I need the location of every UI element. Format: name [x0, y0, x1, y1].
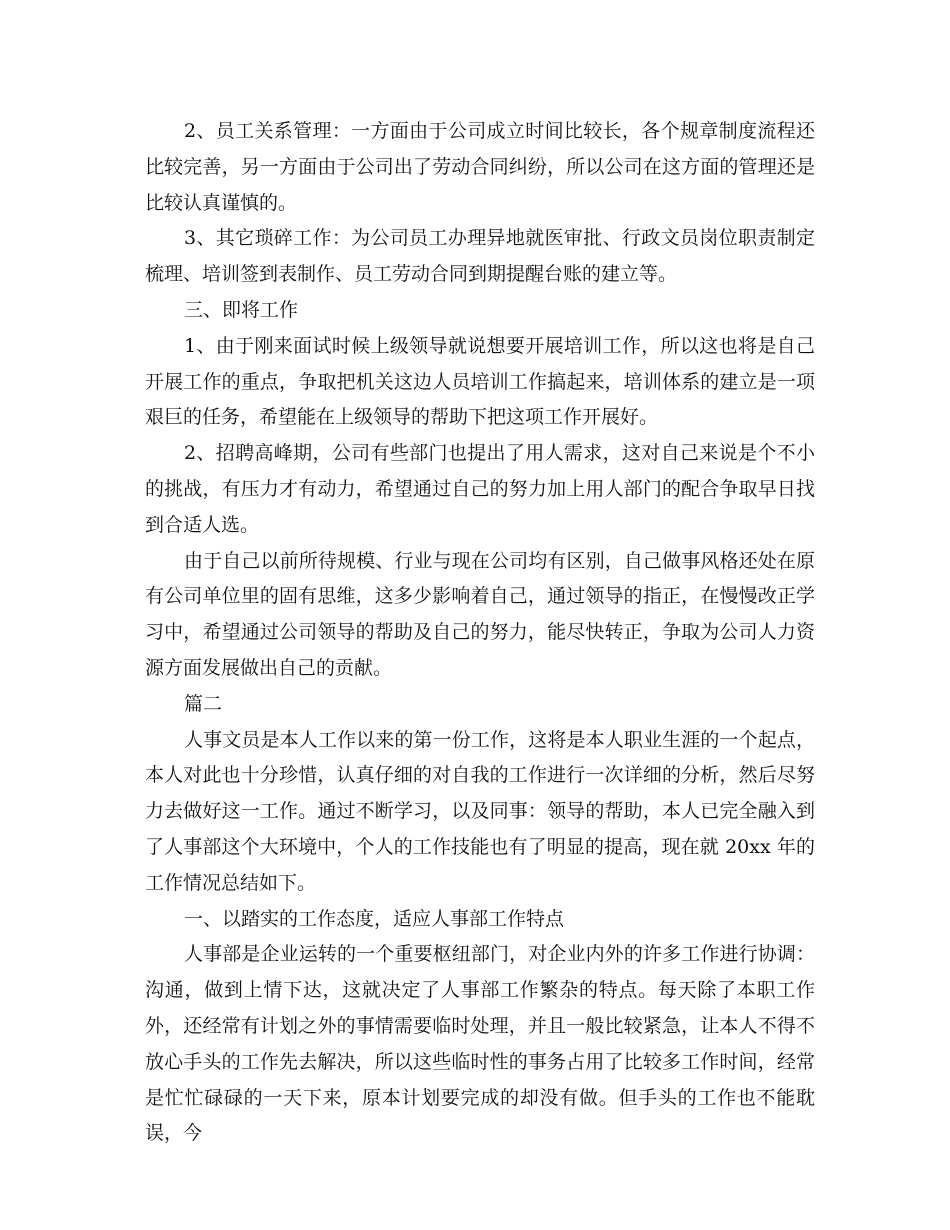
section-heading-part-two: 篇二 [184, 692, 223, 715]
document-body [145, 114, 815, 1152]
paragraph-other-tasks: 3、其它琐碎工作：为公司员工办理异地就医审批、行政文员岗位职责制定梳理、培训签到表制作、员工劳动合同到期提醒台账的建立等。 [145, 227, 815, 286]
section-heading-work-attitude: 一、以踏实的工作态度，适应人事部工作特点 [184, 907, 565, 930]
paragraph-employee-relations: 2、员工关系管理：一方面由于公司成立时间比较长，各个规章制度流程还比较完善，另一方面由于公司出了劳动合同纠纷，所以公司在这方面的管理还是比较认真谨慎的。 [145, 120, 815, 214]
paragraph-hr-department: 人事部是企业运转的一个重要枢纽部门，对企业内外的许多工作进行协调：沟通，做到上情下达，这就决定了人事部工作繁杂的特点。每天除了本职工作外，还经常有计划之外的事情需要临时处理，并且一般比较紧急，让本人不得不放心手头的工作先去解决，所以这些临时性的事务占用了比较多工作时间，经常是忙忙碌碌的一天下来，原本计划要完成的却没有做。但手头的工作也不能耽误，今 [145, 943, 815, 1145]
section-heading-upcoming-work: 三、即将工作 [184, 298, 299, 321]
paragraph-self-reflection: 由于自己以前所待规模、行业与现在公司均有区别，自己做事风格还处在原有公司单位里的固有思维，这多少影响着自己，通过领导的指正，在慢慢改正学习中，希望通过公司领导的帮助及自己的努力，能尽快转正，争取为公司人力资源方面发展做出自己的贡献。 [145, 549, 815, 679]
paragraph-recruitment: 2、招聘高峰期，公司有些部门也提出了用人需求，这对自己来说是个不小的挑战，有压力才有动力，希望通过自己的努力加上用人部门的配合争取早日找到合适人选。 [145, 442, 815, 536]
paragraph-hr-clerk-intro: 人事文员是本人工作以来的第一份工作，这将是本人职业生涯的一个起点，本人对此也十分珍惜，认真仔细的对自我的工作进行一次详细的分析，然后尽努力去做好这一工作。通过不断学习，以及同事：领导的帮助，本人已完全融入到了人事部这个大环境中，个人的工作技能也有了明显的提高，现在就 20xx 年的工作情况总结如下。 [145, 728, 815, 894]
paragraph-training-plan: 1、由于刚来面试时候上级领导就说想要开展培训工作，所以这也将是自己开展工作的重点，争取把机关这边人员培训工作搞起来，培训体系的建立是一项艰巨的任务，希望能在上级领导的帮助下把这项工作开展好。 [145, 334, 815, 429]
